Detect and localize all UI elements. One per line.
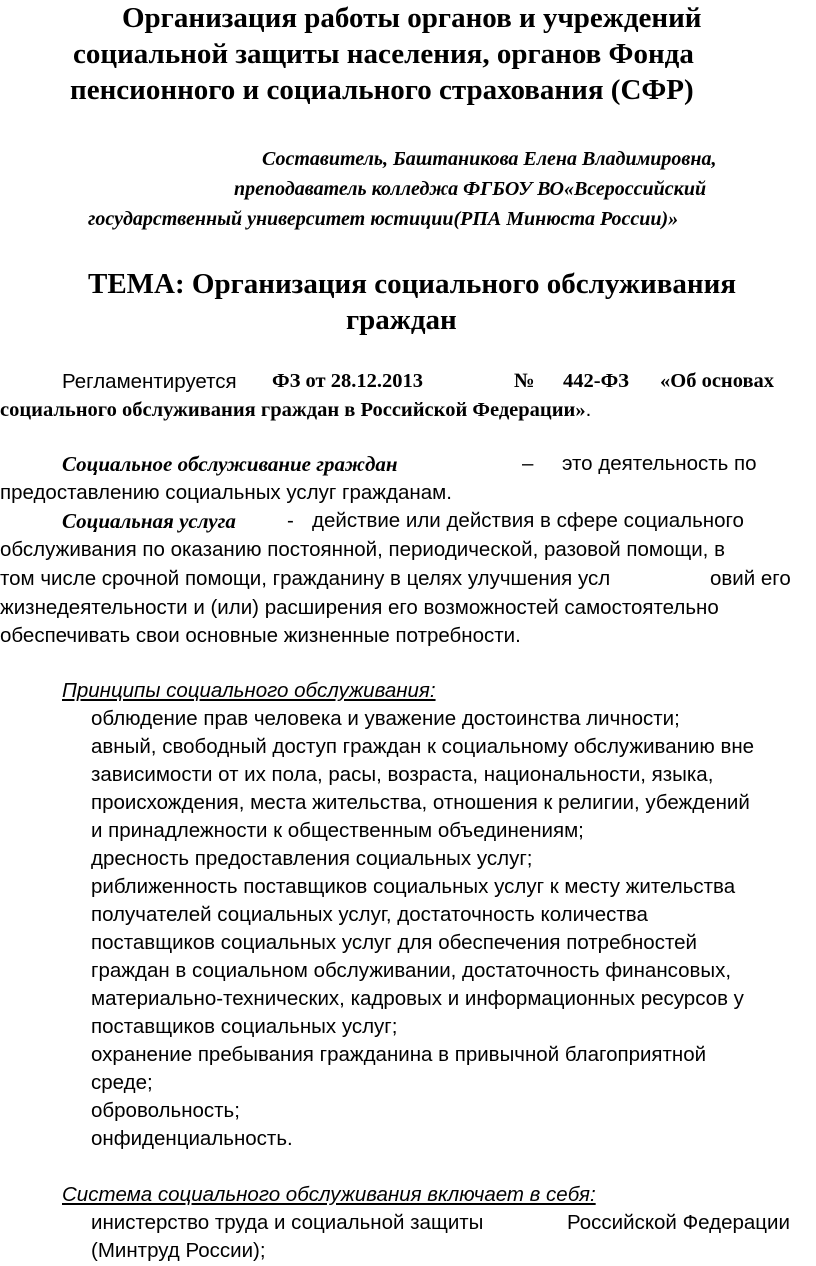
principle-line: облюдение прав человека и уважение достоинства личности; (91, 707, 680, 730)
term-social-service: Социальное обслуживание граждан (62, 452, 398, 476)
system-line-1a: инистерство труда и социальной защиты (91, 1211, 484, 1234)
definition-usluga-1: действие или действия в сфере социального (312, 509, 744, 532)
principle-line: получателей социальных услуг, достаточность количества (91, 903, 648, 926)
system-line-2: (Минтруд России); (91, 1239, 266, 1262)
definition-service-2: предоставлению социальных услуг гражданам. (0, 481, 452, 504)
principle-line: граждан в социальном обслуживании, достаточность финансовых, (91, 959, 732, 982)
principle-line: зависимости от их пола, расы, возраста, национальности, языка, (91, 763, 714, 786)
principle-line: риближенность поставщиков социальных услуг к месту жительства (91, 875, 736, 898)
principle-line: охранение пребывания гражданина в привычной благоприятной (91, 1043, 707, 1066)
regulation-law-name-start: «Об основах (660, 370, 775, 392)
definition-usluga-3b: овий его (710, 567, 791, 590)
regulation-line-2 (0, 398, 591, 422)
author-line-2: преподаватель колледжа ФГБОУ ВО«Всероссийский (234, 178, 707, 200)
regulation-law-number: 442-ФЗ (563, 370, 630, 392)
regulation-law-name-end: социального обслуживания граждан в Российской Федерации» (0, 399, 586, 421)
title-line-2: социальной защиты населения, органов Фонда (73, 38, 694, 70)
term-social-usluga: Социальная услуга (62, 509, 236, 533)
definition-usluga-4: жизнедеятельности и (или) расширения его возможностей самостоятельно (0, 596, 719, 619)
definition-service-1: это деятельность по (562, 452, 757, 475)
principle-line: материально-технических, кадровых и информационных ресурсов у (91, 987, 744, 1010)
title-line-3: пенсионного и социального страхования (СФР) (70, 74, 694, 106)
principle-line: поставщиков социальных услуг для обеспечения потребностей (91, 931, 697, 954)
regulation-prefix: Регламентируется (62, 370, 237, 393)
definition-usluga-2: обслуживания по оказанию постоянной, периодической, разовой помощи, в (0, 538, 725, 561)
regulation-law-date: ФЗ от 28.12.2013 (272, 370, 423, 392)
principle-line: среде; (91, 1071, 153, 1094)
definition-usluga-5: обеспечивать свои основные жизненные потребности. (0, 624, 521, 647)
topic-line-1: ТЕМА: Организация социального обслуживания (88, 268, 737, 300)
system-line-1b: Российской Федерации (567, 1211, 790, 1234)
principle-line: авный, свободный доступ граждан к социальному обслуживанию вне (91, 735, 755, 758)
regulation-period: . (585, 398, 592, 421)
principle-line: дресность предоставления социальных услуг; (91, 847, 533, 870)
system-heading: Система социального обслуживания включает в себя: (62, 1183, 596, 1206)
term-dash-1: – (522, 452, 534, 475)
principle-line: происхождения, места жительства, отношения к религии, убеждений (91, 791, 750, 814)
topic-line-2: граждан (346, 304, 457, 336)
definition-usluga-3a: том числе срочной помощи, гражданину в целях улучшения усл (0, 567, 611, 590)
author-line-1: Составитель, Баштаникова Елена Владимировна, (262, 148, 717, 170)
term-dash-2: - (287, 509, 294, 532)
principles-heading: Принципы социального обслуживания: (62, 679, 436, 702)
title-line-1: Организация работы органов и учреждений (122, 2, 702, 34)
principle-line: онфиденциальность. (91, 1127, 293, 1150)
regulation-number-sign: № (514, 370, 535, 392)
principle-line: поставщиков социальных услуг; (91, 1015, 398, 1038)
principle-line: обровольность; (91, 1099, 240, 1122)
author-line-3: государственный университет юстиции(РПА Минюста России)» (88, 208, 679, 230)
principle-line: и принадлежности к общественным объединениям; (91, 819, 584, 842)
